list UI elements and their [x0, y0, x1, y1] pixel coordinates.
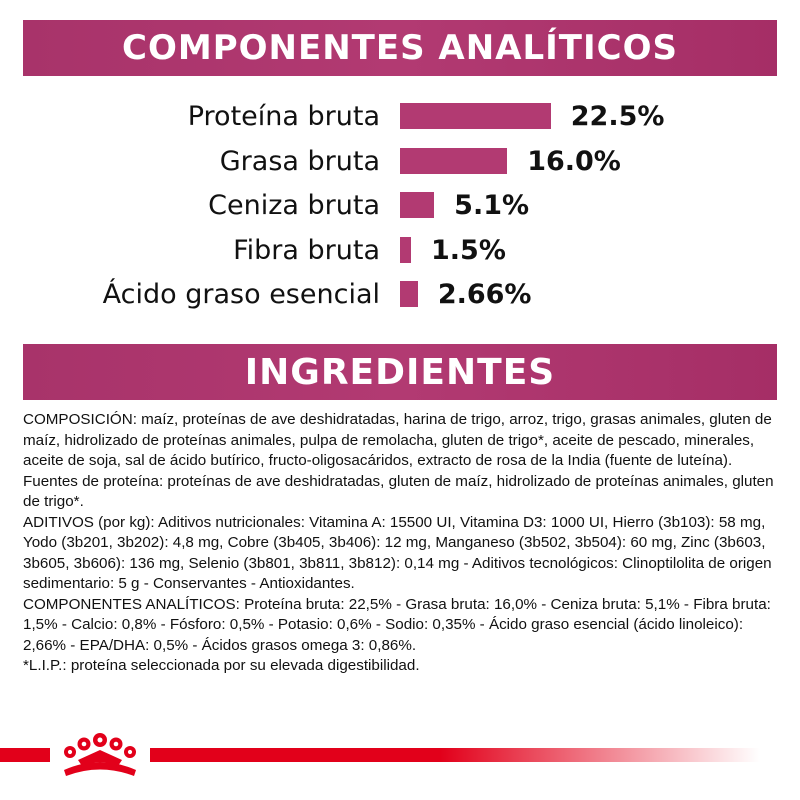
- nutrient-row: [0, 140, 800, 184]
- crown-icon: [50, 730, 150, 782]
- ingredients-text: [23, 410, 775, 677]
- nutrient-label: Ácido graso esencial: [102, 279, 380, 310]
- nutrient-label: Ceniza bruta: [208, 190, 380, 221]
- nutrient-bar: [400, 281, 418, 307]
- composition-paragraph: COMPOSICIÓN: maíz, proteínas de ave deshidratadas, harina de trigo, arroz, trigo, grasas animales, gluten de maíz, hidrolizado de proteínas animales, pulpa de remolacha, gluten de trigo*, aceite de pescado, minerales, aceite de soja, sal de ácido butírico, fructo-oligosacáridos, extracto de rosa de la India (fuente de luteína). Fuentes de proteína: proteínas de ave deshidratadas, gluten de maíz, hidrolizado de proteínas animales, gluten de trigo*.: [23, 411, 774, 510]
- nutrient-label: Fibra bruta: [233, 234, 380, 266]
- nutrient-row: [0, 184, 800, 228]
- nutrient-value: 22.5%: [570, 101, 665, 132]
- nutrient-bar: [400, 103, 551, 129]
- nutrient-value: 16.0%: [527, 145, 621, 177]
- footnote-paragraph: *L.I.P.: proteína seleccionada por su elevada digestibilidad.: [23, 657, 420, 674]
- analytic-banner-title: COMPONENTES ANALÍTICOS: [122, 28, 678, 68]
- nutrient-bar: [400, 148, 507, 174]
- analytic-paragraph: COMPONENTES ANALÍTICOS: Proteína bruta: 22,5% - Grasa bruta: 16,0% - Ceniza bruta: 5,1% - Fibra bruta: 1,5% - Calcio: 0,8% - Fósforo: 0,5% - Potasio: 0,6% - Sodio: 0,35% - Ácido graso esencial (ácido linoleico): 2,66% - EPA/DHA: 0,5% - Ácidos grasos omega 3: 0,86%.: [23, 595, 771, 654]
- nutrient-value: 5.1%: [454, 190, 530, 221]
- nutrient-bar: [400, 237, 411, 263]
- additives-paragraph: ADITIVOS (por kg): Aditivos nutricionales: Vitamina A: 15500 UI, Vitamina D3: 1000 UI, Hierro (3b103): 58 mg, Yodo (3b201, 3b202): 4,8 mg, Cobre (3b405, 3b406): 12 mg, Manganeso (3b502, 3b504): 60 mg, Zinc (3b603, 3b605, 3b606): 136 mg, Selenio (3b801, 3b811, 3b812): 0,14 mg - Aditivos tecnológicos: Clinoptilolita de origen sedimentario: 5 g - Conservantes - Antioxidantes.: [23, 513, 772, 592]
- nutrient-row: [0, 273, 800, 317]
- nutrient-value: 1.5%: [431, 234, 506, 266]
- nutrient-label: Proteína bruta: [187, 101, 380, 132]
- nutrient-label: Grasa bruta: [219, 145, 380, 177]
- nutrient-row: [0, 95, 800, 139]
- nutrient-bar: [400, 192, 434, 218]
- ingredients-banner-title: INGREDIENTES: [244, 351, 556, 393]
- nutrient-row: [0, 229, 800, 273]
- ingredients-banner: [23, 344, 777, 400]
- analytic-banner: [23, 20, 777, 76]
- nutrient-value: 2.66%: [437, 279, 532, 310]
